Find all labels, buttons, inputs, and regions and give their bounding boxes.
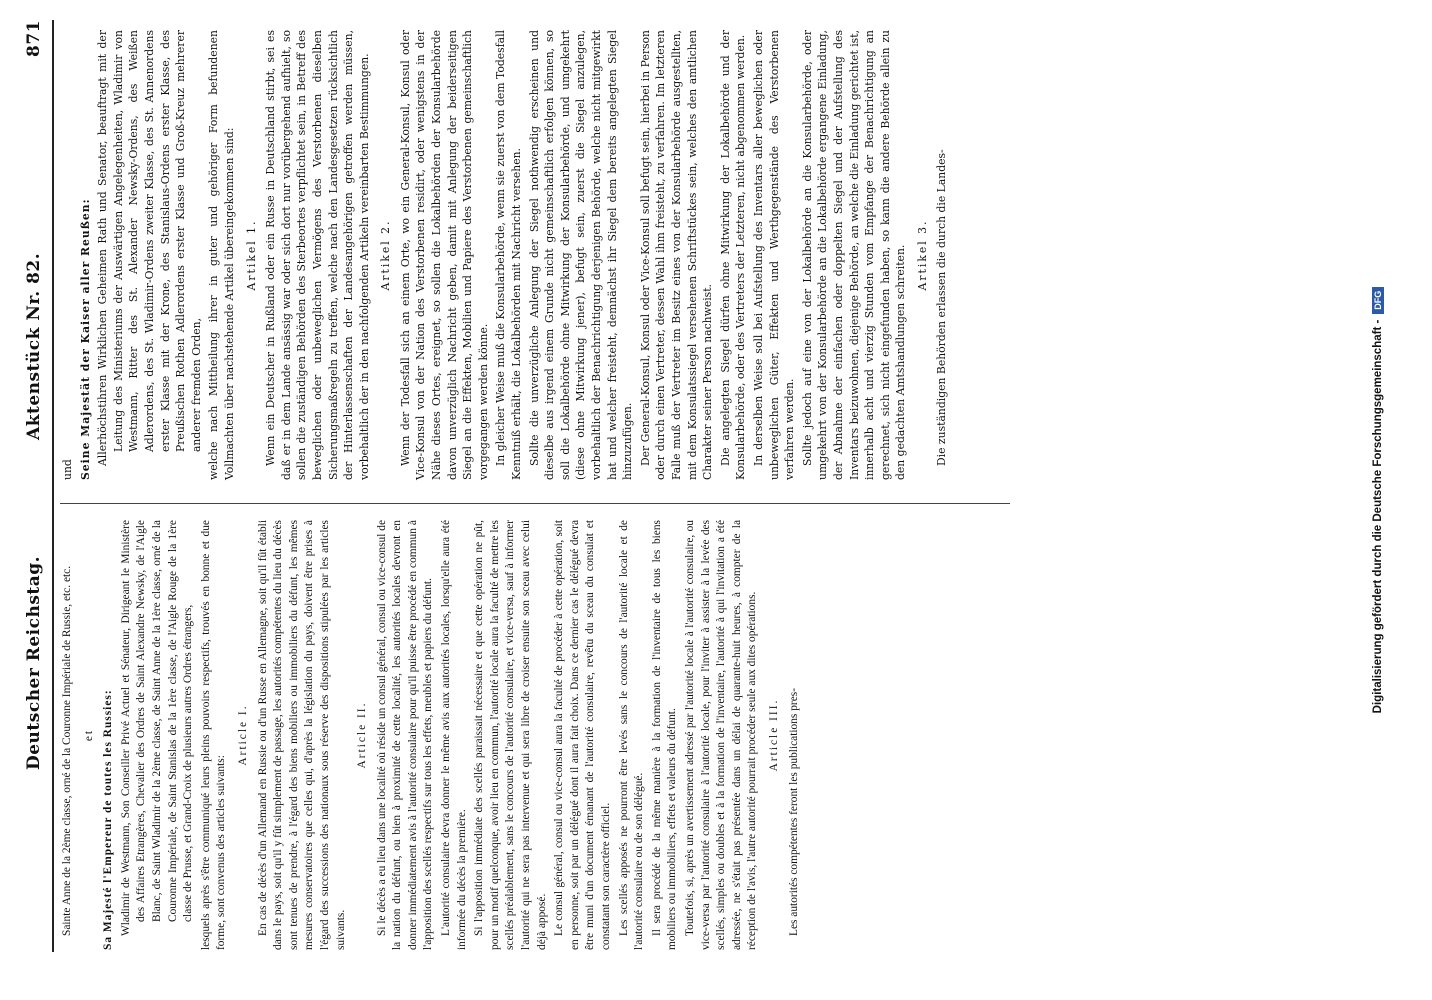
conjunction: und xyxy=(61,459,74,480)
paragraph: Si le décès a eu lieu dans une localité où réside un consul général, consul ou vice-consul de la nation du défunt, ou bien à proximité de cette localité, les autorités locales devront en donner immédiatement avis à l'autorité consulaire pour qu'il puisse être procédé en commun à l'apposition des scellés respectifs sur tous les effets, meubles et papiers du défunt. xyxy=(375,520,435,950)
paragraph: Die angelegten Siegel dürfen ohne Mitwirkung der Lokalbehörde und der Konsularbehörde, oder des Vertreters der Letzteren, nicht abgenommen werden. xyxy=(718,30,748,480)
paragraph: welche nach Mittheilung ihrer in guter und gehöriger Form befundenen Vollmachten über nachstehende Artikel übereingekommen sind: xyxy=(207,30,236,480)
paragraph: Die zuständigen Behörden erlassen die durch die Landes- xyxy=(935,149,949,466)
paragraph: Les autorités compétentes feront les publications pres- xyxy=(787,688,800,936)
sovereign-title: Sa Majesté l'Empereur de toutes les Russies: xyxy=(102,689,115,950)
paragraph: In gleicher Weise muß die Konsularbehörde, wenn sie zuerst von dem Todesfall Kenntniß erhält, die Lokalbehörden mit Nachricht versehen. xyxy=(494,30,524,480)
paragraph: Si l'apposition immédiate des scellés paraissait nécessaire et que cette opération ne pût, pour un motif quelconque, avoir lieu en commun, l'autorité locale aura la faculté de mettre les scellés préalablement, sans le concours de l'autorité consulaire, et vice-versa, sauf à informer l'autorité qui ne sera pas intervenue et qui sera libre de croiser ensuite son sceau avec celui déjà apposé. xyxy=(473,520,548,950)
paragraph: Toutefois, si, après un avertissement adressé par l'autorité locale à l'autorité consulaire, ou vice-versa par l'autorité consulaire à l'autorité locale, pour l'inviter à assister à la levée des scellés, simples ou doubles et à la formation de l'inventaire, l'autorité à qui l'invitation a été adressée, ne s'était pas présentée dans un délai de quarante-huit heures, à compter de la réception de l'avis, l'autre autorité pourrait procéder seule aux dites opérations. xyxy=(683,520,759,950)
delegate-description: Wladimir de Westmann, Son Conseiller Privé Actuel et Sénateur, Dirigeant le Ministère des Affaires Etrangères, Chevalier des Ordres de Saint Alexandre Newsky, de l'Aigle Blanc, de Saint Wladimir de la 2ème classe, de Saint Anne de la 1ère classe, orné de la Couronne Impériale, de Saint Stanislas de la 1ère classe, de l'Aigle Rouge de la 1ère classe de Prusse, et Grand-Croix de plusieurs autres Ordres étrangers, xyxy=(119,520,195,936)
article-heading: Article II. xyxy=(356,701,369,769)
paragraph: Les scellés apposés ne pourront être levés sans le concours de l'autorité locale et de l'autorité consulaire ou de son délégué. xyxy=(617,520,646,950)
article-heading: Article I. xyxy=(236,704,249,766)
paragraph: Wenn ein Deutscher in Rußland oder ein Russe in Deutschland stirbt, sei es daß er in dem Lande ansässig war oder sich dort nur vorübergehend aufhielt, so sollen die zuständigen Behörden des Sterbeortes verpflichtet sein, in Betreff des beweglichen oder unbeweglichen Vermögens des Verstorbenen dieselben Sicherungsmaßregeln zu treffen, welche nach den Landesgesetzen rücksichtlich der Hinterlassenschaften der Landesangehörigen getroffen werden müssen, vorbehaltlich der in den nachfolgenden Artikeln vereinbarten Bestimmungen. xyxy=(264,30,371,480)
article-heading: Artikel 2. xyxy=(379,219,393,291)
paragraph: Wenn der Todesfall sich an einem Orte, wo ein General-Konsul, Konsul oder Vice-Konsul von der Nation des Verstorbenen residirt, oder wenigstens in der Nähe dieses Ortes, ereignet, so sollen die Lokalbehörden der Konsularbehörde davon unverzüglich Nachricht geben, damit mit Anlegung der beiderseitigen Siegel an die Effekten, Mobilien und Papiere des Verstorbenen gemeinschaftlich vorgegangen werden könne. xyxy=(398,30,490,480)
column-divider xyxy=(60,503,1010,504)
article-heading: Article III. xyxy=(767,698,780,772)
dfg-logo: DFG xyxy=(1372,287,1384,314)
digitization-credit xyxy=(1372,40,1384,960)
article-heading: Artikel 3. xyxy=(915,219,929,291)
paragraph: Sollte jedoch auf eine von der Lokalbehörde an die Konsularbehörde, oder umgekehrt von der Konsularbehörde an die Lokalbehörde ergangene Einladung, der Abnahme der einfachen oder doppelten Siegel und der Aufstellung des Inventars beizuwohnen, diejenige Behörde, an welche die Einladung gerichtet ist, innerhalb acht und vierzig Stunden vom Empfange der Benachrichtigung an gerechnet, sich nicht eingefunden haben, so kann die andere Behörde allein zu den gedachten Amtshandlungen schreiten. xyxy=(800,30,908,480)
sovereign-title: Seine Majestät der Kaiser aller Reußen: xyxy=(78,198,92,480)
paragraph: lesquels après s'être communiqué leurs pleins pouvoirs respectifs, trouvés en bonne et due forme, sont convenus des articles suivants: xyxy=(199,520,228,950)
paragraph: Der General-Konsul, Konsul oder Vice-Konsul soll befugt sein, hierbei in Person oder durch einen Vertreter, dessen Wahl ihm freisteht, zu verfahren. Im letzteren Falle muß der Vertreter im Besitz eines von der Konsularbehörde ausgestellten, mit dem Konsulatssiegel versehenen Schriftstückes sein, welches den amtlichen Charakter seiner Person nachweist. xyxy=(638,30,715,480)
paragraph: Le consul général, consul ou vice-consul aura la faculté de procéder à cette opération, soit en personne, soit par un délégué dont il aura fait choix. Dans ce dernier cas le délégué devra être muni d'un document émanant de l'autorité consulaire, revêtu du sceau du consulat et constatant son caractère officiel. xyxy=(553,520,612,950)
paragraph: In derselben Weise soll bei Aufstellung des Inventars aller beweglichen oder unbeweglichen Güter, Effekten und Werthgegenstände des Verstorbenen verfahren werden. xyxy=(751,30,797,480)
paragraph: En cas de décès d'un Allemand en Russie ou d'un Russe en Allemagne, soit qu'il fût établi dans le pays, soit qu'il y fût simplement de passage, les autorités compétentes du lieu du décès sont tenues de prendre, à l'égard des biens mobiliers ou immobiliers du défunt, les mêmes mesures conservatoires que celles qui, d'après la législation du pays, doivent être prises à l'égard des successions des nationaux sous réserve des dispositions stipulées par les articles suivants. xyxy=(256,520,347,950)
paragraph: Il sera procédé de la même manière à la formation de l'inventaire de tous les biens mobiliers ou immobiliers, effets et valeurs du défunt. xyxy=(650,520,679,950)
credit-text: Digitalisierung gefördert durch die Deutsche Forschungsgemeinschaft - xyxy=(1372,319,1384,714)
paragraph: L'autorité consulaire devra donner le même avis aux autorités locales, lorsqu'elle aura été informée du décès la première. xyxy=(440,520,468,950)
article-heading: Artikel 1. xyxy=(244,219,258,291)
german-column xyxy=(60,30,952,480)
french-column xyxy=(60,520,804,950)
conjunction: et xyxy=(82,728,95,742)
running-header-center: Aktenstück Nr. 82. xyxy=(24,252,44,440)
paragraph: Sollte die unverzügliche Anlegung der Siegel nothwendig erscheinen und dieselbe aus irgend einem Grunde nicht gemeinschaftlich erfolgen können, so soll die Lokalbehörde ohne Mitwirkung der Konsularbehörde, und umgekehrt (diese ohne Mitwirkung jener), befugt sein, zuerst die Siegel anzulegen, vorbehaltlich der Benachrichtigung derjenigen Behörde, welche nicht mitgewirkt hat und welcher freisteht, demnächst ihr Siegel dem bereits angelegten Siegel hinzuzufügen. xyxy=(527,30,635,480)
paragraph: Sainte Anne de la 2ème classe, orné de la Couronne Impériale de Russie, etc. etc. xyxy=(61,565,73,936)
delegate-description: Allerhöchstihren Wirklichen Geheimen Rath und Senator, beauftragt mit der Leitung des Ministeriums der Auswärtigen Angelegenheiten, Wladimir von Westmann, Ritter des St. Alexander Newsky-Ordens, des Weißen Adlerordens, des St. Wladimir-Ordens zweiter Klasse, des St. Annenordens erster Klasse mit der Krone, des Stanislaus-Ordens erster Klasse, des Preußischen Rothen Adlerordens erster Klasse und Groß-Kreuz mehrerer anderer fremden Orden, xyxy=(96,30,203,466)
page-number: 871 xyxy=(24,20,44,57)
header-rule xyxy=(52,20,54,952)
running-header-left: Deutscher Reichstag. xyxy=(24,555,44,770)
